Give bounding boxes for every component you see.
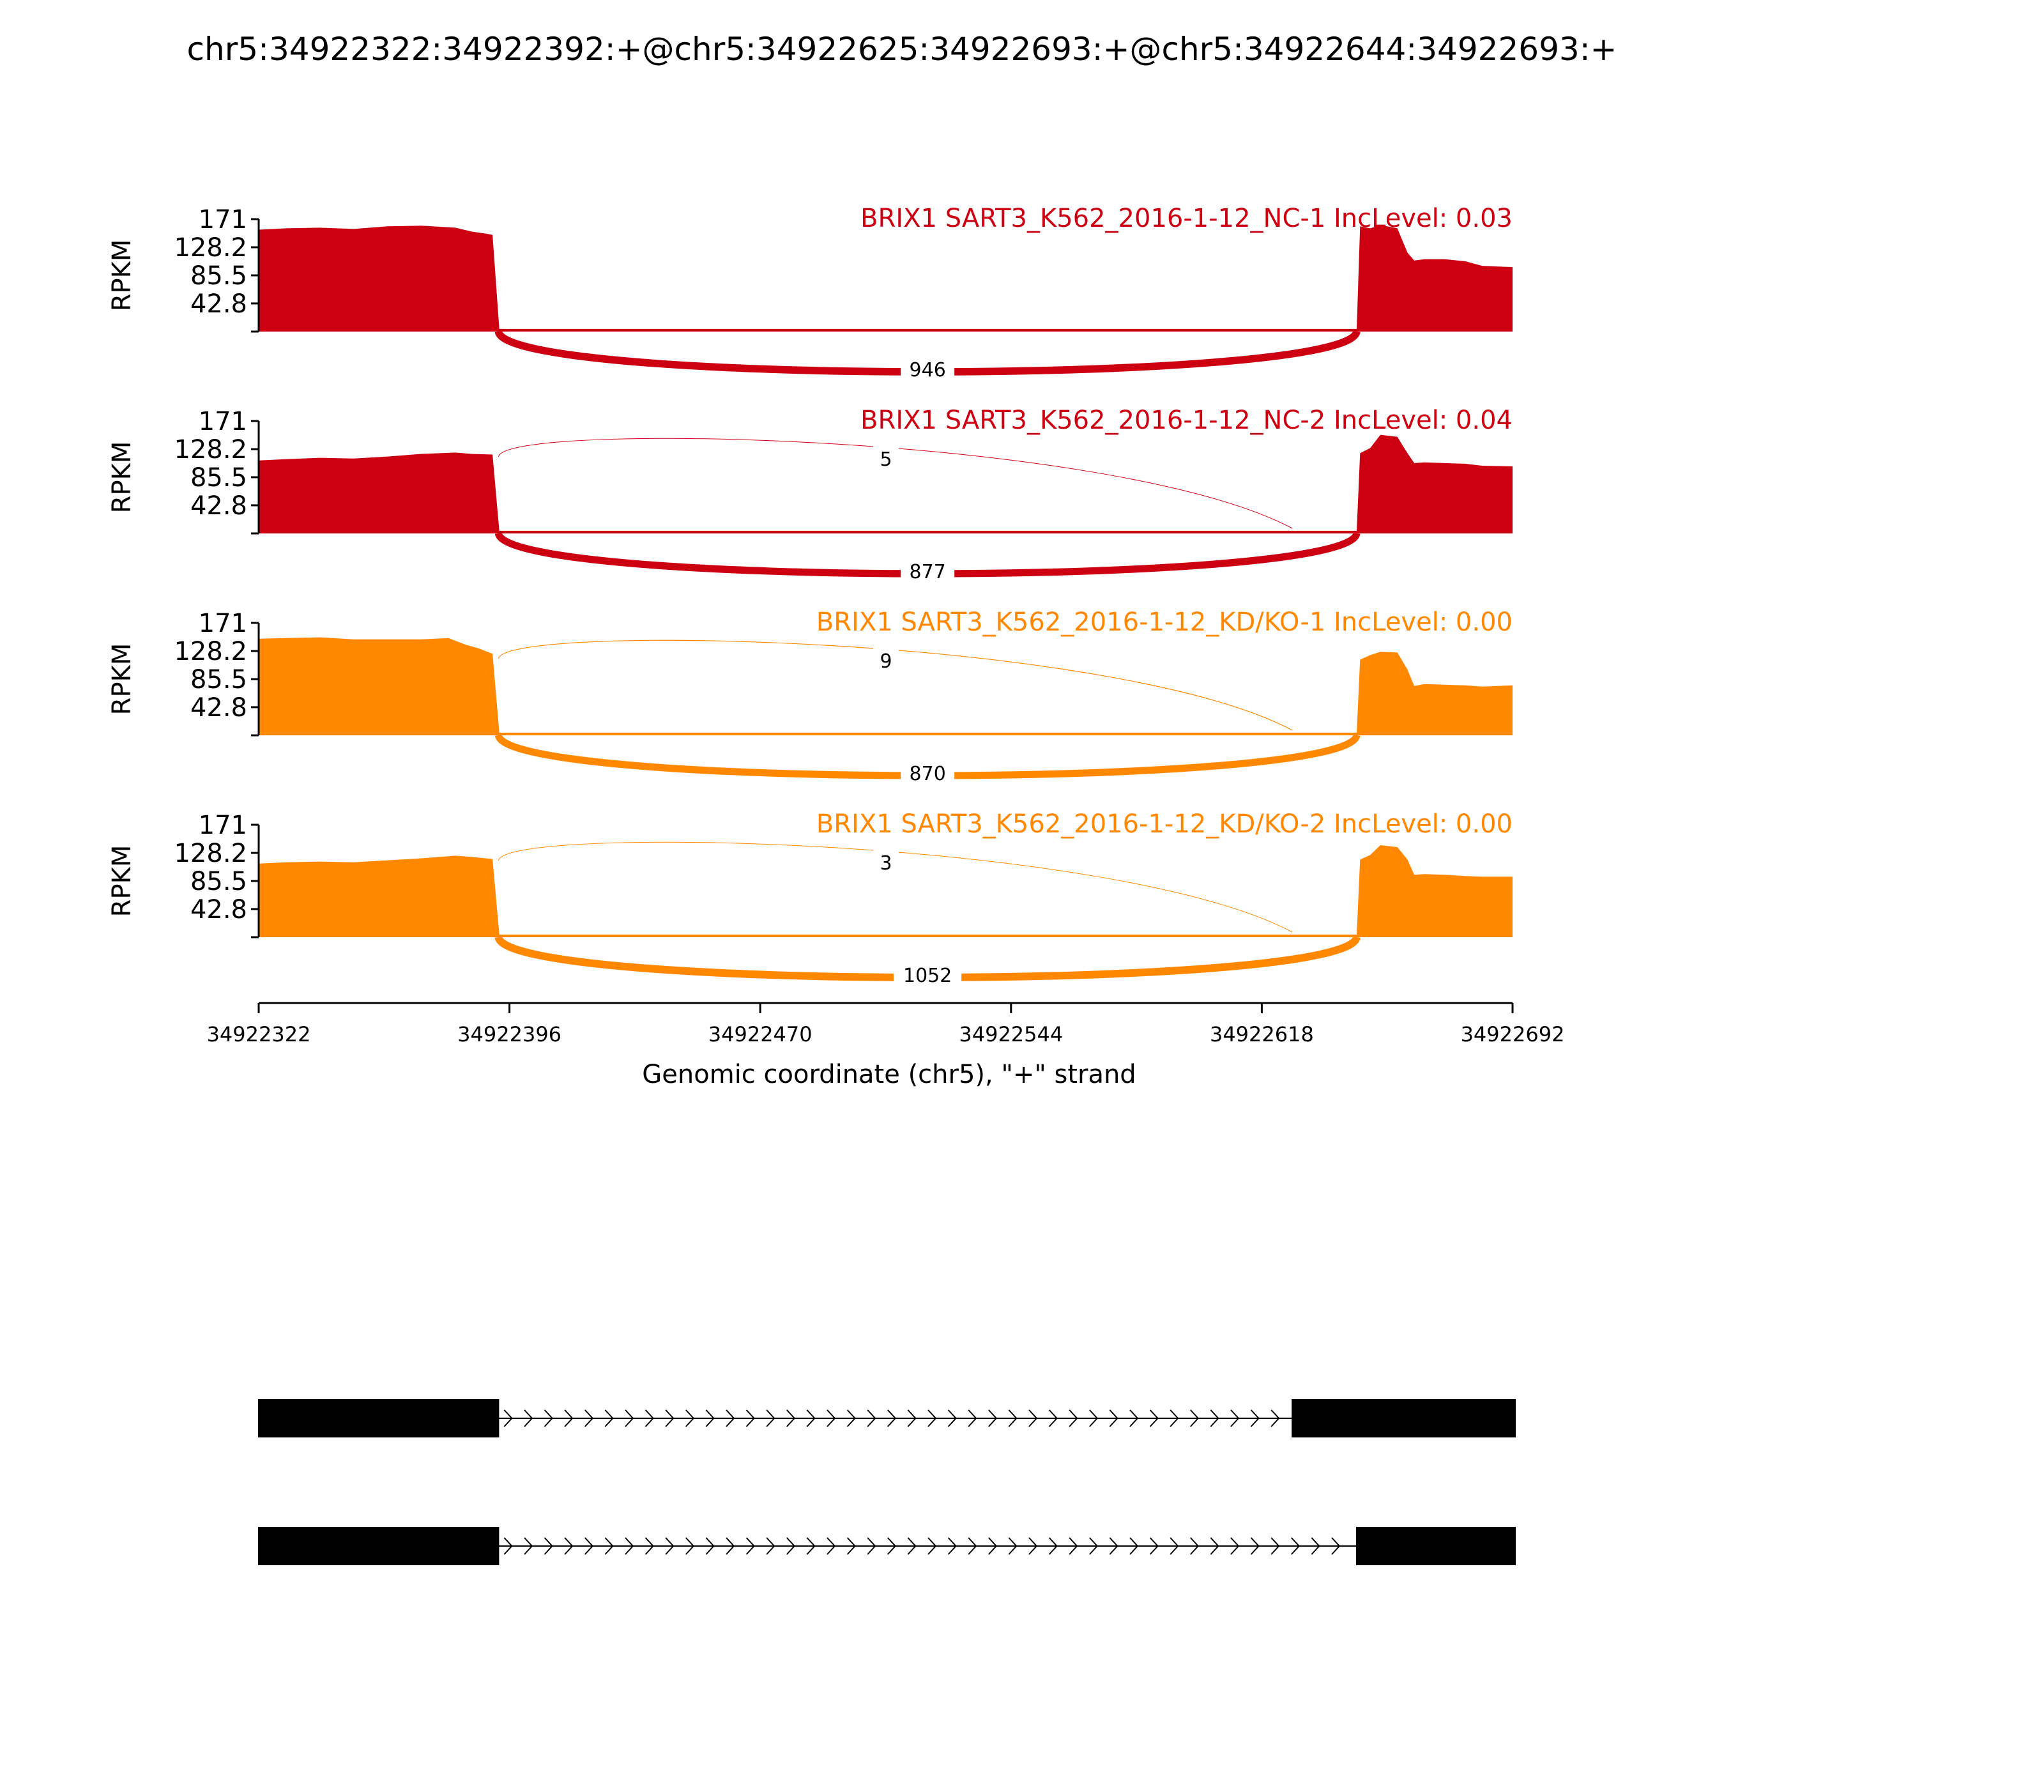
junction-label: 1052 (903, 965, 952, 987)
chart-title: chr5:34922322:34922392:+@chr5:34922625:34922693:+@chr5:34922644:34922693:+ (187, 31, 1617, 68)
junction-label: 5 (880, 448, 892, 471)
y-tick-label: 171 (198, 811, 247, 840)
y-tick-label: 128.2 (174, 435, 247, 465)
y-tick-label: 42.8 (190, 894, 247, 924)
x-tick-label: 34922470 (708, 1022, 812, 1046)
y-tick-label: 171 (198, 205, 247, 234)
x-tick-label: 34922618 (1209, 1022, 1314, 1046)
isoform-2 (258, 1527, 1516, 1565)
track-title: BRIX1 SART3_K562_2016-1-12_KD/KO-2 IncLevel: 0.00 (816, 809, 1513, 839)
y-tick-label: 171 (198, 407, 247, 436)
exon-block (258, 1527, 499, 1565)
y-tick-label: 85.5 (190, 463, 247, 493)
track-4 (107, 809, 1513, 987)
y-tick-label: 85.5 (190, 867, 247, 896)
y-tick-label: 171 (198, 609, 247, 638)
y-tick-label: 85.5 (190, 261, 247, 291)
y-tick-label: 128.2 (174, 839, 247, 869)
y-tick-label: 128.2 (174, 637, 247, 667)
track-title: BRIX1 SART3_K562_2016-1-12_KD/KO-1 IncLevel: 0.00 (816, 608, 1513, 637)
y-tick-label: 42.8 (190, 491, 247, 521)
junction-label: 9 (880, 650, 892, 673)
x-tick-label: 34922396 (457, 1022, 562, 1046)
exon-block (258, 1399, 499, 1437)
y-tick-label: 128.2 (174, 233, 247, 263)
exon-block (1356, 1527, 1516, 1565)
track-3 (107, 608, 1513, 785)
isoform-1 (258, 1399, 1516, 1437)
x-tick-label: 34922544 (959, 1022, 1064, 1046)
junction-label: 870 (909, 763, 946, 785)
y-tick-label: 85.5 (190, 665, 247, 694)
isoform-models (258, 1399, 1516, 1565)
x-axis-label: Genomic coordinate (chr5), "+" strand (642, 1060, 1136, 1089)
y-axis-label: RPKM (107, 845, 137, 917)
coverage-tracks (107, 204, 1513, 987)
y-axis-label: RPKM (107, 441, 137, 514)
track-1 (107, 204, 1513, 381)
track-2 (107, 406, 1513, 583)
exon-block (1292, 1399, 1516, 1437)
track-title: BRIX1 SART3_K562_2016-1-12_NC-2 IncLevel: 0.04 (860, 406, 1513, 435)
x-tick-label: 34922322 (206, 1022, 311, 1046)
y-tick-label: 42.8 (190, 693, 247, 723)
junction-label: 3 (880, 852, 892, 875)
track-title: BRIX1 SART3_K562_2016-1-12_NC-1 IncLevel: 0.03 (860, 204, 1513, 233)
junction-label: 877 (909, 561, 946, 583)
coverage-area (259, 225, 1513, 332)
y-axis-label: RPKM (107, 239, 137, 312)
x-axis (207, 1003, 1565, 1046)
y-axis-label: RPKM (107, 643, 137, 716)
x-tick-label: 34922692 (1460, 1022, 1565, 1046)
y-tick-label: 42.8 (190, 289, 247, 319)
junction-label: 946 (909, 359, 946, 381)
